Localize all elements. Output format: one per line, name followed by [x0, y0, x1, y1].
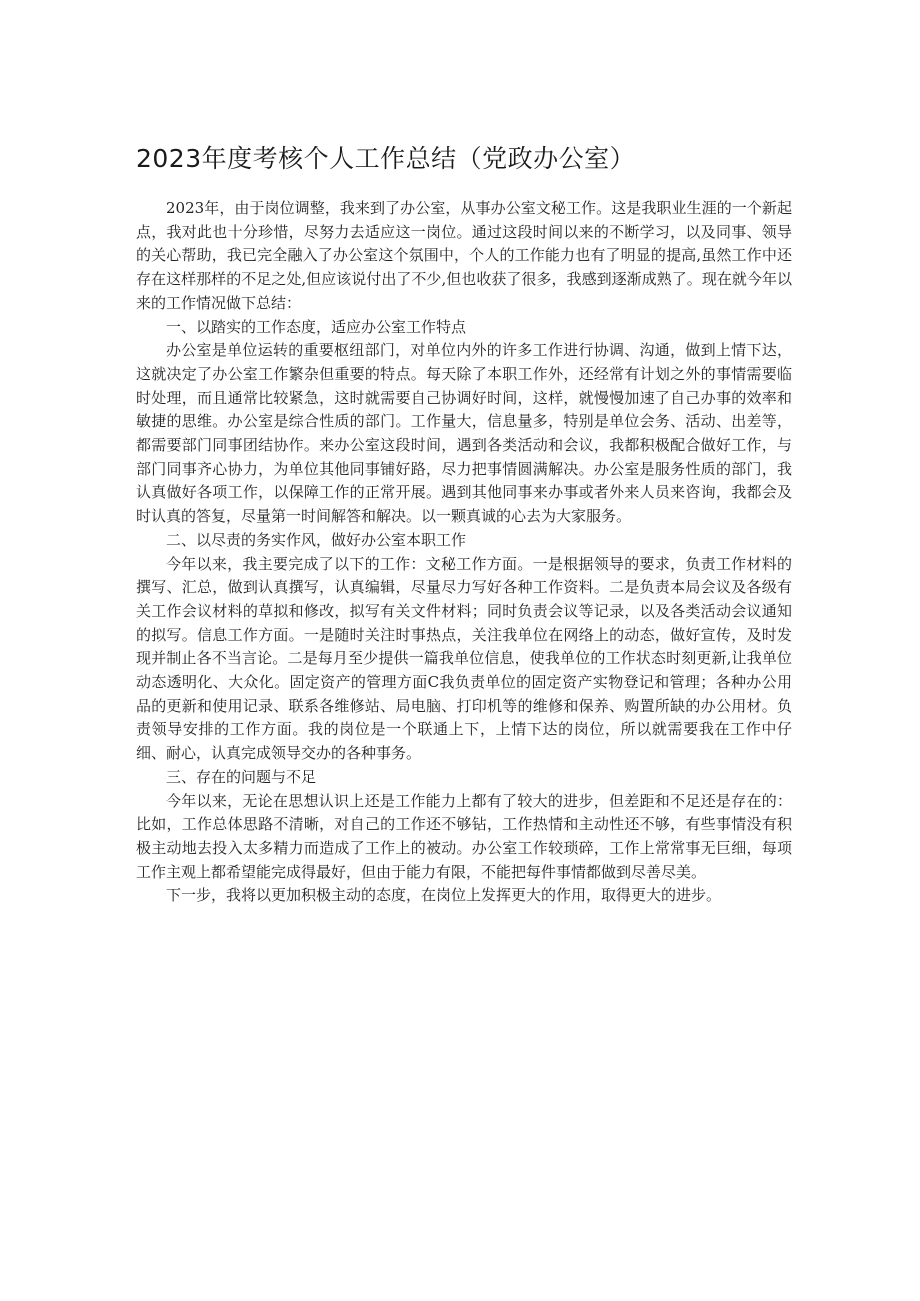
- section-3-paragraph: 今年以来，无论在思想认识上还是工作能力上都有了较大的进步，但差距和不足还是存在的：比如，工作总体思路不清晰，对自己的工作还不够钻，工作热情和主动性还不够，有些事情没有积极主动地去投入太多精力而造成了工作上的被动。办公室工作较琐碎，工作上常常事无巨细，每项工作主观上都希望能完成得最好，但由于能力有限，不能把每件事情都做到尽善尽美。: [136, 791, 792, 881]
- document-body: [136, 197, 792, 908]
- document-title: 2023年度考核个人工作总结（党政办公室）: [136, 144, 636, 173]
- section-2-paragraph: 今年以来，我主要完成了以下的工作：文秘工作方面。一是根据领导的要求，负责工作材料的撰写、汇总，做到认真撰写，认真编辑，尽量尽力写好各种工作资料。二是负责本局会议及各级有关工作会议材料的草拟和修改，拟写有关文件材料；同时负责会议等记录，以及各类活动会议通知的拟写。信息工作方面。一是随时关注时事热点，关注我单位在网络上的动态，做好宣传，及时发现并制止各不当言论。二是每月至少提供一篇我单位信息，使我单位的工作状态时刻更新,让我单位动态透明化、大众化。固定资产的管理方面C我负责单位的固定资产实物登记和管理；各种办公用品的更新和使用记录、联系各维修站、局电脑、打印机等的维修和保养、购置所缺的办公用材。负责领导安排的工作方面。我的岗位是一个联通上下，上情下达的岗位，所以就需要我在工作中仔细、耐心，认真完成领导交办的各种事务。: [136, 554, 792, 763]
- intro-paragraph: 2023年，由于岗位调整，我来到了办公室，从事办公室文秘工作。这是我职业生涯的一个新起点，我对此也十分珍惜，尽努力去适应这一岗位。通过这段时间以来的不断学习，以及同事、领导的关心帮助，我已完全融入了办公室这个氛围中，个人的工作能力也有了明显的提高,虽然工作中还存在这样那样的不足之处,但应该说付出了不少,但也收获了很多，我感到逐渐成熟了。现在就今年以来的工作情况做下总结：: [136, 199, 792, 312]
- section-heading-1: 一、以踏实的工作态度，适应办公室工作特点: [166, 317, 467, 336]
- section-heading-2: 二、以尽责的务实作风，做好办公室本职工作: [166, 530, 467, 549]
- section-heading-3: 三、存在的问题与不足: [166, 767, 317, 786]
- section-1-paragraph: 办公室是单位运转的重要枢纽部门，对单位内外的许多工作进行协调、沟通，做到上情下达，这就决定了办公室工作繁杂但重要的特点。每天除了本职工作外，还经常有计划之外的事情需要临时处理，而且通常比较紧急，这时就需要自己协调好时间，这样，就慢慢加速了自己办事的效率和敏捷的思维。办公室是综合性质的部门。工作量大，信息量多，特别是单位会务、活动、出差等，都需要部门同事团结协作。来办公室这段时间，遇到各类活动和会议，我都积极配合做好工作，与部门同事齐心协力，为单位其他同事铺好路，尽力把事情圆满解决。办公室是服务性质的部门，我认真做好各项工作，以保障工作的正常开展。遇到其他同事来办事或者外来人员来咨询，我都会及时认真的答复，尽量第一时间解答和解决。以一颗真诚的心去为大家服务。: [136, 341, 792, 526]
- closing-paragraph: 下一步，我将以更加积极主动的态度，在岗位上发挥更大的作用，取得更大的进步。: [166, 886, 722, 905]
